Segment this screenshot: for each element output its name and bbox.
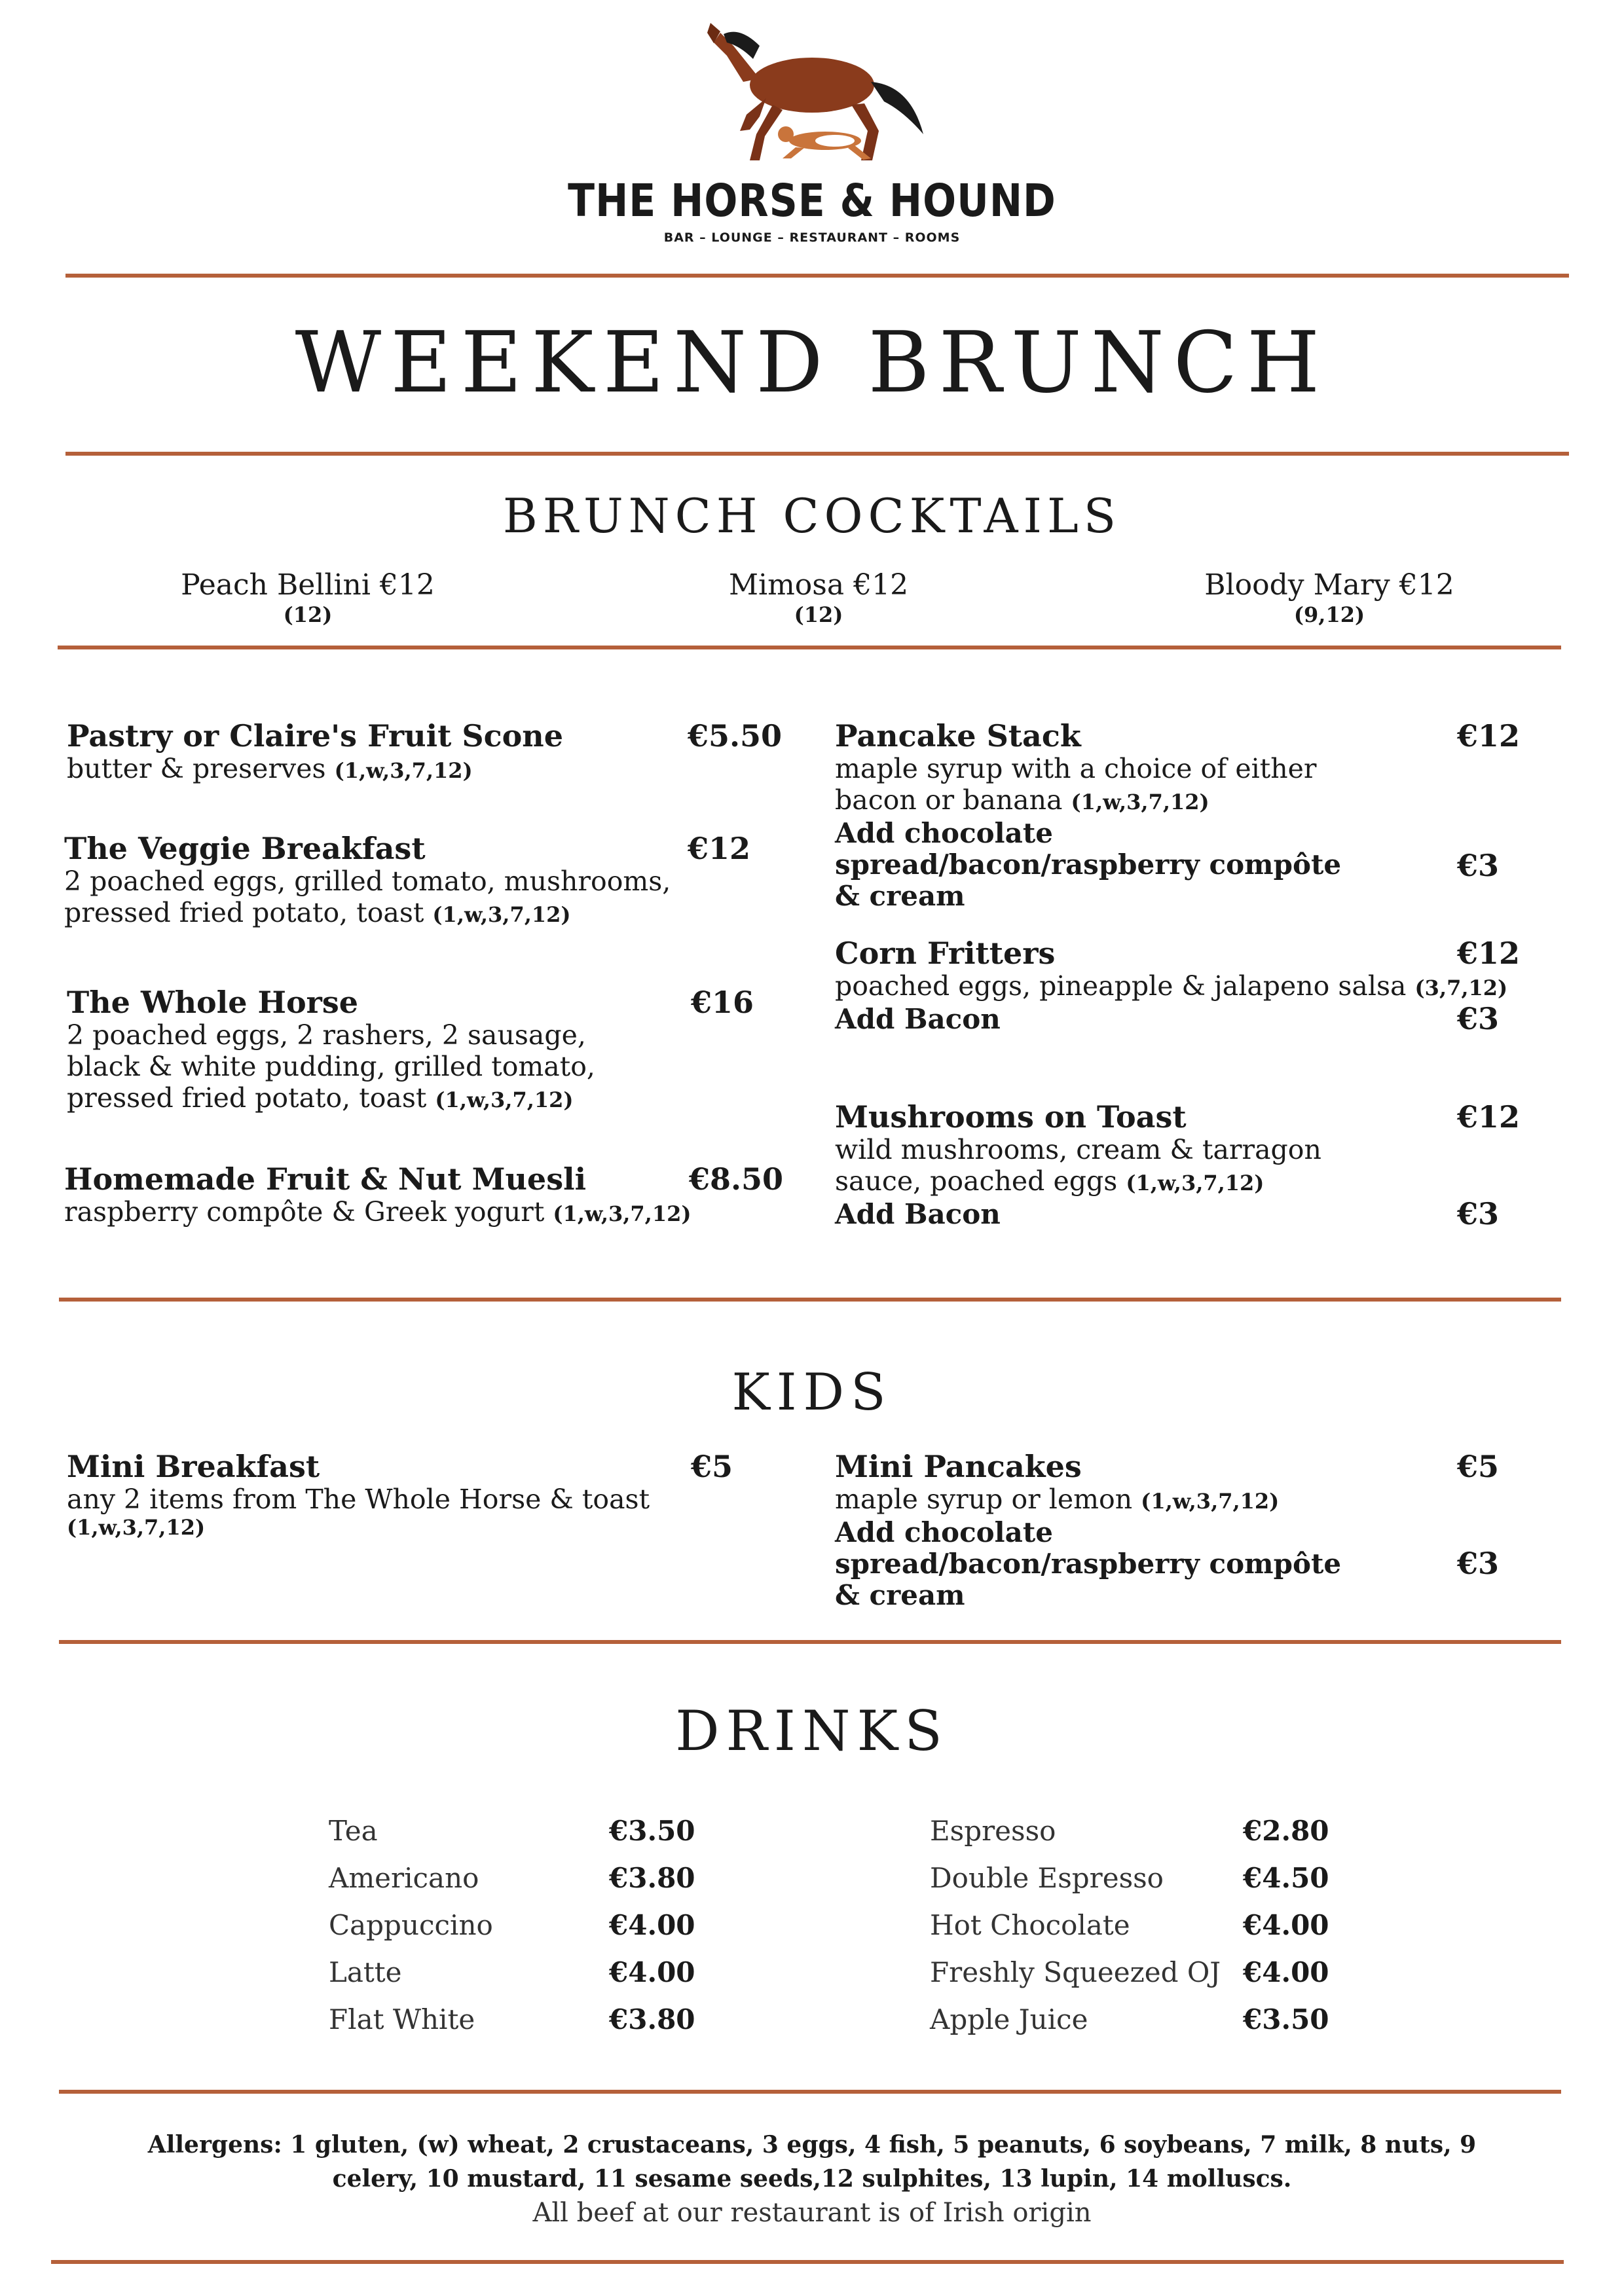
drink-price: €4.00	[609, 1909, 695, 1941]
item-allergens: (1,w,3,7,12)	[1141, 1489, 1280, 1514]
allergens-legend	[0, 2128, 1624, 2230]
item-desc: maple syrup or lemon	[835, 1484, 1133, 1515]
item-allergens: (1,w,3,7,12)	[1126, 1171, 1264, 1195]
drink-name: Americano	[329, 1862, 479, 1894]
horse-and-hound-icon	[688, 20, 936, 170]
addon-price: €3	[1457, 1546, 1500, 1581]
divider	[65, 452, 1569, 456]
drink-name: Double Espresso	[930, 1862, 1164, 1894]
drink-name: Cappuccino	[329, 1909, 493, 1941]
item-addon: Add Bacon	[835, 1003, 1001, 1035]
logo	[688, 20, 936, 170]
menu-item-mini-pancakes	[835, 1449, 1398, 1611]
drink-price: €3.80	[609, 2003, 695, 2035]
cocktail-allergens: (12)	[794, 602, 843, 627]
cocktail-name: Bloody Mary €12	[1204, 568, 1454, 602]
item-price: €5	[1457, 1449, 1500, 1484]
item-desc: any 2 items from The Whole Horse & toast	[67, 1484, 650, 1515]
item-allergens: (1,w,3,7,12)	[432, 902, 571, 927]
item-desc: raspberry compôte & Greek yogurt	[64, 1196, 545, 1228]
cocktail-item	[661, 568, 976, 627]
item-desc: 2 poached eggs, 2 rashers, 2 sausage, black & white pudding, grilled tomato, pressed fried potato, toast	[67, 1019, 595, 1114]
divider	[59, 2090, 1561, 2094]
item-price: €5.50	[688, 718, 783, 754]
drink-price: €2.80	[1243, 1815, 1329, 1847]
addon-price: €3	[1457, 1196, 1500, 1231]
menu-item-mushrooms-on-toast	[835, 1100, 1398, 1230]
page-title: WEEKEND BRUNCH	[295, 314, 1329, 412]
item-name: Homemade Fruit & Nut Muesli	[64, 1161, 587, 1197]
item-addon: Add chocolate spread/bacon/raspberry compôte & cream	[835, 1516, 1342, 1611]
drink-price: €3.50	[1243, 2003, 1329, 2035]
item-allergens: (1,w,3,7,12)	[435, 1087, 574, 1112]
divider	[59, 1640, 1561, 1644]
item-addon: Add Bacon	[835, 1198, 1001, 1230]
menu-item-corn-fritters	[835, 936, 1508, 1035]
item-price: €12	[688, 831, 751, 866]
item-desc: butter & preserves	[67, 753, 326, 784]
drink-price: €3.80	[609, 1862, 695, 1894]
drink-name: Apple Juice	[930, 2003, 1088, 2035]
cocktail-item	[1172, 568, 1486, 627]
kids-heading: KIDS	[731, 1363, 893, 1422]
cocktail-allergens: (12)	[283, 602, 333, 627]
item-name: Corn Fritters	[835, 936, 1056, 971]
item-allergens: (1,w,3,7,12)	[553, 1201, 692, 1226]
drink-name: Hot Chocolate	[930, 1909, 1130, 1941]
item-desc: 2 poached eggs, grilled tomato, mushrooms, pressed fried potato, toast	[64, 866, 671, 928]
item-price: €16	[691, 985, 754, 1020]
divider	[51, 2260, 1564, 2264]
item-allergens: (3,7,12)	[1414, 975, 1508, 1000]
drink-price: €4.00	[1243, 1909, 1329, 1941]
allergens-line: Allergens: 1 gluten, (w) wheat, 2 crustaceans, 3 eggs, 4 fish, 5 peanuts, 6 soybeans, 7 milk, 8 nuts, 9	[147, 2131, 1477, 2159]
divider	[65, 274, 1569, 278]
cocktails-heading: BRUNCH COCKTAILS	[502, 488, 1122, 543]
allergens-line: celery, 10 mustard, 11 sesame seeds,12 sulphites, 13 lupin, 14 molluscs.	[332, 2165, 1292, 2193]
cocktail-name: Mimosa €12	[728, 568, 909, 602]
item-allergens: (1,w,3,7,12)	[67, 1515, 206, 1540]
item-price: €12	[1457, 1099, 1521, 1135]
item-price: €8.50	[689, 1161, 784, 1197]
brand-name: THE HORSE & HOUND	[568, 174, 1056, 228]
item-price: €12	[1457, 936, 1521, 971]
cocktail-name: Peach Bellini €12	[181, 568, 435, 602]
divider	[58, 646, 1561, 649]
item-name: Mini Breakfast	[67, 1449, 320, 1484]
item-name: The Veggie Breakfast	[64, 831, 426, 866]
drink-price: €4.00	[609, 1956, 695, 1988]
origin-note: All beef at our restaurant is of Irish origin	[532, 2198, 1092, 2228]
menu-item-scone	[67, 719, 682, 786]
drink-name: Flat White	[329, 2003, 475, 2035]
item-desc: maple syrup with a choice of either bacon or banana	[835, 753, 1317, 816]
item-name: Mushrooms on Toast	[835, 1099, 1187, 1135]
menu-item-whole-horse	[67, 985, 656, 1116]
item-addon: Add chocolate spread/bacon/raspberry compôte & cream	[835, 817, 1342, 912]
item-name: Mini Pancakes	[835, 1449, 1082, 1484]
item-price: €12	[1457, 718, 1521, 754]
drink-name: Latte	[329, 1956, 402, 1988]
addon-price: €3	[1457, 848, 1500, 883]
cocktail-item	[151, 568, 465, 627]
item-name: Pancake Stack	[835, 718, 1081, 754]
drink-price: €4.00	[1243, 1956, 1329, 1988]
drinks-heading: DRINKS	[675, 1699, 949, 1763]
drink-name: Freshly Squeezed OJ	[930, 1956, 1221, 1988]
divider	[59, 1298, 1561, 1302]
cocktail-allergens: (9,12)	[1293, 602, 1365, 627]
drink-name: Espresso	[930, 1815, 1056, 1847]
menu-item-veggie-breakfast	[64, 831, 693, 930]
item-allergens: (1,w,3,7,12)	[334, 758, 473, 783]
item-desc: poached eggs, pineapple & jalapeno salsa	[835, 970, 1407, 1002]
menu-item-muesli	[64, 1162, 693, 1230]
brand-tagline: BAR – LOUNGE – RESTAURANT – ROOMS	[663, 230, 961, 245]
menu-item-mini-breakfast	[67, 1449, 682, 1540]
item-desc: wild mushrooms, cream & tarragon sauce, poached eggs	[835, 1134, 1321, 1197]
item-allergens: (1,w,3,7,12)	[1071, 790, 1209, 814]
item-name: The Whole Horse	[67, 985, 359, 1020]
item-price: €5	[691, 1449, 733, 1484]
drink-price: €3.50	[609, 1815, 695, 1847]
drink-price: €4.50	[1243, 1862, 1329, 1894]
drink-name: Tea	[329, 1815, 378, 1847]
addon-price: €3	[1457, 1001, 1500, 1036]
item-name: Pastry or Claire's Fruit Scone	[67, 718, 563, 754]
menu-item-pancake-stack	[835, 719, 1398, 912]
